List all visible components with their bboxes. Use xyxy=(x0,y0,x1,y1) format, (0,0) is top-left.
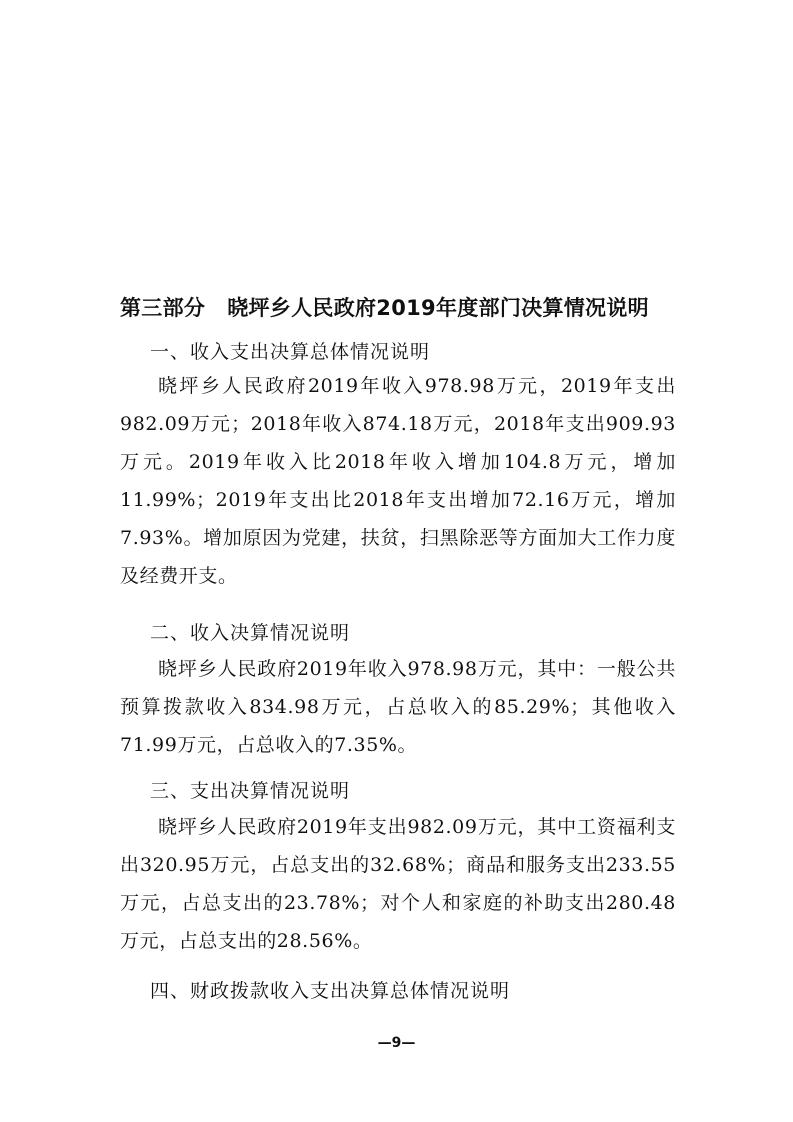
section-heading-4: 四、财政拨款收入支出决算总体情况说明 xyxy=(150,980,511,1002)
section-paragraph-1: 晓坪乡人民政府2019年收入978.98万元，2019年支出982.09万元；2018年收入874.18万元，2018年支出909.93万元。2019年收入比2018年收入增加104.8万元，增加11.99%；2019年支出比2018年支出增加72.16万元，增加7.93%。增加原因为党建，扶贫，扫黑除恶等方面加大工作力度及经费开支。 xyxy=(120,375,676,587)
section-paragraph-2: 晓坪乡人民政府2019年收入978.98万元，其中：一般公共预算拨款收入834.98万元，占总收入的85.29%；其他收入71.99万元，占总收入的7.35%。 xyxy=(120,658,676,756)
title-part: 第三部分 xyxy=(120,296,206,320)
title-main: 晓坪乡人民政府2019年度部门决算情况说明 xyxy=(227,296,649,320)
page-number: —9— xyxy=(377,1035,416,1051)
section-heading-2: 二、收入决算情况说明 xyxy=(150,622,351,644)
section-heading-3: 三、支出决算情况说明 xyxy=(150,780,351,802)
document-title xyxy=(120,292,680,322)
section-paragraph-3: 晓坪乡人民政府2019年支出982.09万元，其中工资福利支出320.95万元，占总支出的32.68%；商品和服务支出233.55万元，占总支出的23.78%；对个人和家庭的补助支出280.48万元，占总支出的28.56%。 xyxy=(120,816,676,952)
section-heading-1: 一、收入支出决算总体情况说明 xyxy=(150,341,431,363)
